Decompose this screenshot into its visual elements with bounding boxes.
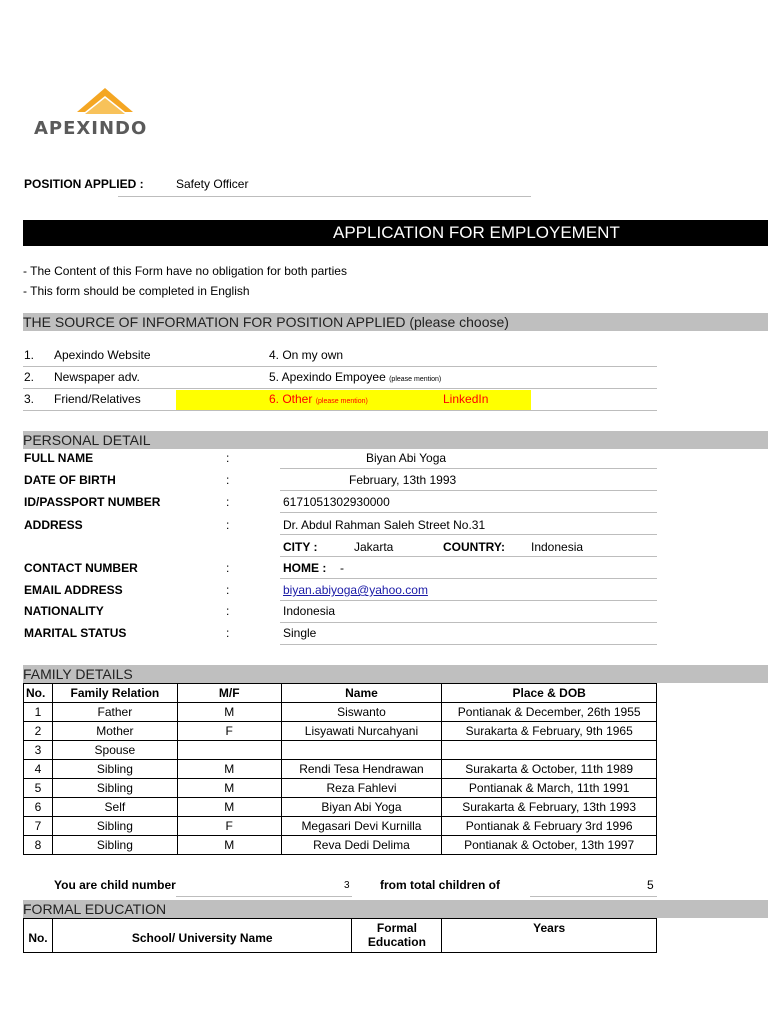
education-header: FORMAL EDUCATION bbox=[23, 901, 167, 917]
row-no: 6 bbox=[24, 798, 53, 817]
source-num-2: 2. bbox=[24, 370, 35, 384]
table-row bbox=[24, 703, 657, 722]
table-row bbox=[24, 722, 657, 741]
col-name: Name bbox=[281, 684, 442, 703]
city-value[interactable]: Jakarta bbox=[354, 540, 394, 554]
employee-note: (please mention) bbox=[389, 376, 442, 383]
table-row bbox=[24, 817, 657, 836]
note-1: - The Content of this Form have no obligation for both parties bbox=[23, 264, 347, 278]
row-relation[interactable]: Sibling bbox=[52, 760, 177, 779]
colon: : bbox=[226, 604, 230, 618]
source-option-friend[interactable]: Friend/Relatives bbox=[54, 392, 141, 406]
field-underline bbox=[280, 512, 657, 513]
row-relation[interactable]: Sibling bbox=[52, 779, 177, 798]
row-name[interactable]: Megasari Devi Kurnilla bbox=[281, 817, 442, 836]
row-name[interactable]: Rendi Tesa Hendrawan bbox=[281, 760, 442, 779]
row-gender[interactable]: M bbox=[177, 703, 281, 722]
contact-label: CONTACT NUMBER bbox=[24, 561, 138, 575]
id-value[interactable]: 6171051302930000 bbox=[283, 495, 390, 509]
row-no: 1 bbox=[24, 703, 53, 722]
personal-detail-section bbox=[0, 448, 768, 648]
row-gender[interactable]: M bbox=[177, 836, 281, 855]
form-title-bar bbox=[23, 220, 768, 246]
source-option-newspaper[interactable]: Newspaper adv. bbox=[54, 370, 140, 384]
personal-header-bar bbox=[23, 431, 768, 449]
source-num-1: 1. bbox=[24, 348, 35, 362]
total-children-value[interactable]: 5 bbox=[647, 878, 654, 892]
row-gender[interactable] bbox=[177, 741, 281, 760]
employee-label: 5. Apexindo Empoyee bbox=[269, 370, 386, 384]
col-gender: M/F bbox=[177, 684, 281, 703]
child-number-underline bbox=[176, 896, 352, 897]
row-place-dob[interactable]: Surakarta & February, 9th 1965 bbox=[442, 722, 657, 741]
row-relation[interactable]: Sibling bbox=[52, 836, 177, 855]
row-place-dob[interactable]: Pontianak & October, 13th 1997 bbox=[442, 836, 657, 855]
form-title: APPLICATION FOR EMPLOYEMENT bbox=[333, 223, 620, 242]
full-name-label: FULL NAME bbox=[24, 451, 94, 465]
row-relation[interactable]: Mother bbox=[52, 722, 177, 741]
education-table-wrapper bbox=[23, 918, 657, 1024]
source-options bbox=[23, 345, 657, 411]
row-divider bbox=[23, 388, 657, 389]
field-underline bbox=[280, 490, 657, 491]
row-relation[interactable]: Spouse bbox=[52, 741, 177, 760]
source-header: THE SOURCE OF INFORMATION FOR POSITION APPLIED (please choose) bbox=[23, 314, 509, 330]
row-no: 8 bbox=[24, 836, 53, 855]
colon: : bbox=[226, 561, 230, 575]
row-divider bbox=[23, 366, 657, 367]
row-gender[interactable]: M bbox=[177, 798, 281, 817]
table-header-row bbox=[24, 684, 657, 703]
row-gender[interactable]: M bbox=[177, 760, 281, 779]
edu-col-school: School/ University Name bbox=[52, 919, 351, 953]
source-num-3: 3. bbox=[24, 392, 35, 406]
edu-col-formal: Formal Education bbox=[352, 919, 442, 953]
edu-col-years: Years bbox=[442, 919, 657, 953]
apexindo-roof-icon bbox=[75, 86, 135, 120]
field-underline bbox=[280, 534, 657, 535]
source-option-employee[interactable] bbox=[269, 370, 441, 384]
other-note: (please mention) bbox=[315, 398, 368, 405]
field-underline bbox=[280, 644, 657, 645]
position-value[interactable]: Safety Officer bbox=[176, 177, 249, 191]
source-option-other[interactable] bbox=[269, 392, 368, 406]
row-place-dob[interactable]: Pontianak & February 3rd 1996 bbox=[442, 817, 657, 836]
row-relation[interactable]: Self bbox=[52, 798, 177, 817]
col-no: No. bbox=[24, 684, 53, 703]
field-underline bbox=[280, 468, 657, 469]
colon: : bbox=[226, 518, 230, 532]
row-name[interactable]: Siswanto bbox=[281, 703, 442, 722]
colon: : bbox=[226, 626, 230, 640]
marital-label: MARITAL STATUS bbox=[24, 626, 127, 640]
country-label: COUNTRY: bbox=[443, 540, 505, 554]
field-underline bbox=[280, 600, 657, 601]
child-number-value[interactable]: 3 bbox=[344, 880, 350, 891]
city-label: CITY : bbox=[283, 540, 318, 554]
row-name[interactable]: Lisyawati Nurcahyani bbox=[281, 722, 442, 741]
row-name[interactable]: Reza Fahlevi bbox=[281, 779, 442, 798]
row-divider bbox=[23, 410, 657, 411]
row-name[interactable]: Reva Dedi Delima bbox=[281, 836, 442, 855]
table-row bbox=[24, 760, 657, 779]
table-row bbox=[24, 836, 657, 855]
colon: : bbox=[226, 583, 230, 597]
colon: : bbox=[226, 495, 230, 509]
logo-text: APEXINDO bbox=[34, 118, 148, 139]
row-relation[interactable]: Father bbox=[52, 703, 177, 722]
row-no: 5 bbox=[24, 779, 53, 798]
row-place-dob[interactable]: Surakarta & October, 11th 1989 bbox=[442, 760, 657, 779]
row-no: 7 bbox=[24, 817, 53, 836]
education-header-bar bbox=[23, 900, 768, 918]
row-gender[interactable]: F bbox=[177, 817, 281, 836]
other-value[interactable]: LinkedIn bbox=[443, 392, 489, 406]
other-label: 6. Other bbox=[269, 392, 313, 406]
address-label: ADDRESS bbox=[24, 518, 83, 532]
education-table bbox=[23, 918, 657, 953]
position-underline bbox=[118, 196, 531, 197]
row-place-dob[interactable]: Surakarta & February, 13th 1993 bbox=[442, 798, 657, 817]
source-header-bar bbox=[23, 313, 768, 331]
total-children-underline bbox=[530, 896, 657, 897]
full-name-value[interactable]: Biyan Abi Yoga bbox=[366, 451, 447, 465]
nationality-value[interactable]: Indonesia bbox=[283, 604, 336, 618]
table-header-row bbox=[24, 919, 657, 953]
colon: : bbox=[226, 473, 230, 487]
family-header: FAMILY DETAILS bbox=[23, 666, 133, 682]
row-place-dob[interactable]: Pontianak & December, 26th 1955 bbox=[442, 703, 657, 722]
row-name[interactable]: Biyan Abi Yoga bbox=[281, 798, 442, 817]
col-place-dob: Place & DOB bbox=[442, 684, 657, 703]
home-value[interactable]: - bbox=[340, 561, 344, 575]
note-2: - This form should be completed in English bbox=[23, 284, 250, 298]
marital-value[interactable]: Single bbox=[283, 626, 317, 640]
row-gender[interactable]: M bbox=[177, 779, 281, 798]
row-name[interactable] bbox=[281, 741, 442, 760]
personal-header: PERSONAL DETAIL bbox=[23, 432, 151, 448]
row-no: 4 bbox=[24, 760, 53, 779]
field-underline bbox=[280, 578, 657, 579]
row-gender[interactable]: F bbox=[177, 722, 281, 741]
field-underline bbox=[280, 622, 657, 623]
email-label: EMAIL ADDRESS bbox=[24, 583, 123, 597]
family-header-bar bbox=[23, 665, 768, 683]
apexindo-logo bbox=[32, 86, 182, 144]
colon: : bbox=[226, 451, 230, 465]
source-option-website[interactable]: Apexindo Website bbox=[54, 348, 151, 362]
edu-col-no: No. bbox=[24, 919, 53, 953]
row-place-dob[interactable]: Pontianak & March, 11th 1991 bbox=[442, 779, 657, 798]
table-row bbox=[24, 779, 657, 798]
country-value[interactable]: Indonesia bbox=[531, 540, 584, 554]
row-relation[interactable]: Sibling bbox=[52, 817, 177, 836]
col-relation: Family Relation bbox=[52, 684, 177, 703]
field-underline bbox=[280, 556, 657, 557]
id-label: ID/PASSPORT NUMBER bbox=[24, 495, 161, 509]
total-children-label: from total children of bbox=[380, 878, 500, 892]
nationality-label: NATIONALITY bbox=[24, 604, 104, 618]
row-place-dob[interactable] bbox=[442, 741, 657, 760]
dob-label: DATE OF BIRTH bbox=[24, 473, 116, 487]
source-option-own[interactable]: 4. On my own bbox=[269, 348, 344, 362]
child-number-label: You are child number bbox=[54, 878, 176, 892]
home-label: HOME : bbox=[283, 561, 327, 575]
address-value[interactable]: Dr. Abdul Rahman Saleh Street No.31 bbox=[283, 518, 486, 532]
family-table bbox=[23, 683, 657, 855]
row-no: 3 bbox=[24, 741, 53, 760]
dob-value[interactable]: February, 13th 1993 bbox=[349, 473, 457, 487]
email-link[interactable]: biyan.abiyoga@yahoo.com bbox=[283, 583, 428, 597]
position-label: POSITION APPLIED : bbox=[24, 177, 144, 191]
row-no: 2 bbox=[24, 722, 53, 741]
table-row bbox=[24, 798, 657, 817]
table-row bbox=[24, 741, 657, 760]
